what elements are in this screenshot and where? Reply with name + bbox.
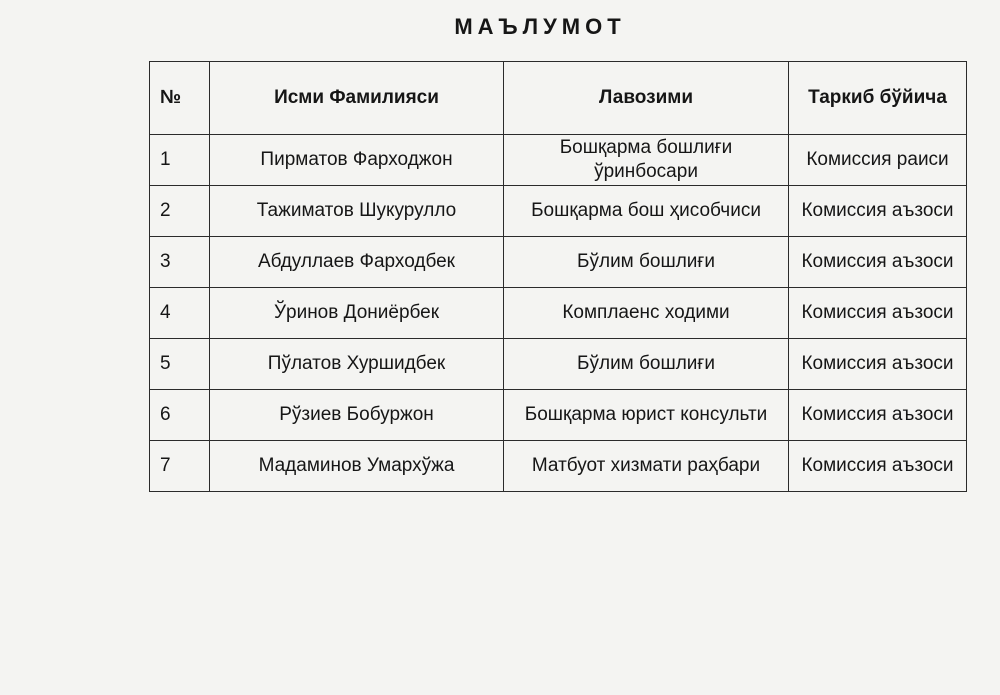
- cell-number: 5: [150, 339, 210, 390]
- table-row: [150, 288, 967, 339]
- table-row: [150, 390, 967, 441]
- cell-number: 7: [150, 441, 210, 492]
- header-position: Лавозими: [504, 62, 789, 135]
- cell-role: Комиссия аъзоси: [789, 339, 967, 390]
- table-row: [150, 441, 967, 492]
- header-role: Таркиб бўйича: [789, 62, 967, 135]
- cell-full-name: Пўлатов Хуршидбек: [210, 339, 504, 390]
- cell-position: Матбуот хизмати раҳбари: [504, 441, 789, 492]
- cell-number: 1: [150, 135, 210, 186]
- header-number: №: [150, 62, 210, 135]
- cell-role: Комиссия раиси: [789, 135, 967, 186]
- cell-role: Комиссия аъзоси: [789, 288, 967, 339]
- cell-number: 2: [150, 186, 210, 237]
- table-row: [150, 237, 967, 288]
- cell-full-name: Пирматов Фарходжон: [210, 135, 504, 186]
- cell-role: Комиссия аъзоси: [789, 390, 967, 441]
- cell-full-name: Абдуллаев Фарходбек: [210, 237, 504, 288]
- table-row: [150, 186, 967, 237]
- cell-full-name: Рўзиев Бобуржон: [210, 390, 504, 441]
- cell-full-name: Тажиматов Шукурулло: [210, 186, 504, 237]
- cell-position: Бошқарма бош ҳисобчиси: [504, 186, 789, 237]
- cell-position: Комплаенс ходими: [504, 288, 789, 339]
- cell-role: Комиссия аъзоси: [789, 186, 967, 237]
- header-full-name: Исми Фамилияси: [210, 62, 504, 135]
- cell-position: Бўлим бошлиғи: [504, 339, 789, 390]
- cell-position: Бошқарма юрист консульти: [504, 390, 789, 441]
- document-title: МАЪЛУМОТ: [454, 14, 626, 39]
- table-header-row: [150, 62, 967, 135]
- cell-full-name: Мадаминов Умархўжа: [210, 441, 504, 492]
- cell-full-name: Ўринов Дониёрбек: [210, 288, 504, 339]
- table-row: [150, 339, 967, 390]
- cell-role: Комиссия аъзоси: [789, 237, 967, 288]
- commission-members-table: [149, 61, 967, 492]
- cell-position: Бошқарма бошлиғи ўринбосари: [504, 135, 789, 186]
- cell-number: 6: [150, 390, 210, 441]
- cell-position: Бўлим бошлиғи: [504, 237, 789, 288]
- cell-number: 3: [150, 237, 210, 288]
- table-body: [150, 135, 967, 492]
- cell-role: Комиссия аъзоси: [789, 441, 967, 492]
- table-row: [150, 135, 967, 186]
- cell-number: 4: [150, 288, 210, 339]
- table-header: [150, 62, 967, 135]
